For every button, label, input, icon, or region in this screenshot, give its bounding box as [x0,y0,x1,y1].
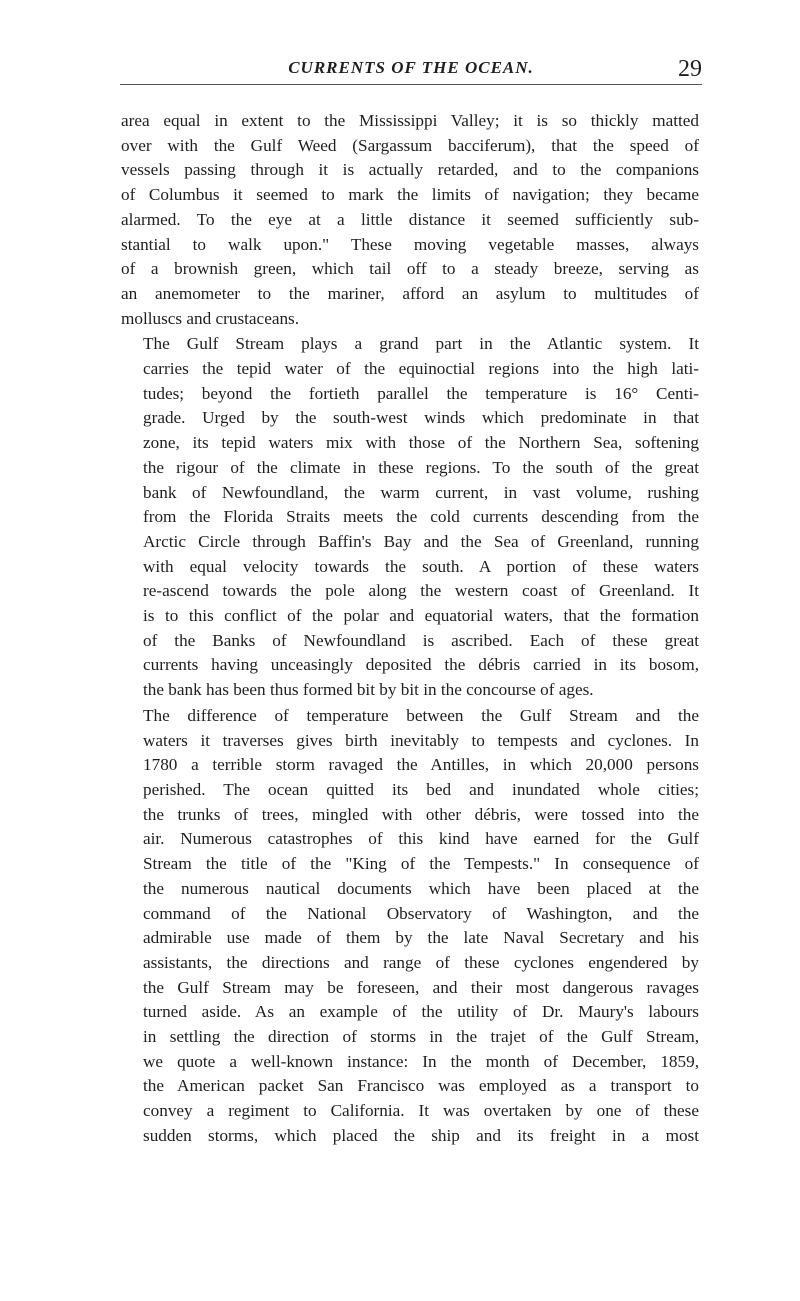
text-line: the bank has been thus formed bit by bit in the concourse of ages. [143,680,594,700]
text-line: in settling the direction of storms in the trajet of the Gulf Stream, [143,1027,699,1047]
text-line: the numerous nautical documents which have been placed at the [143,878,699,898]
text-line: Arctic Circle through Baffin's Bay and the Sea of Greenland, running [143,531,699,551]
text-line: of Columbus it seemed to mark the limits of navigation; they became [121,185,699,205]
text-line: alarmed. To the eye at a little distance it seemed sufficiently sub- [121,209,699,229]
text-line: the trunks of trees, mingled with other débris, were tossed into the [143,804,699,824]
text-line: vessels passing through it is actually retarded, and to the companions [121,160,699,180]
text-line: zone, its tepid waters mix with those of the Northern Sea, softening [143,433,699,453]
text-line: air. Numerous catastrophes of this kind have earned for the Gulf [143,829,699,849]
text-line: of the Banks of Newfoundland is ascribed. Each of these great [143,630,699,650]
text-line: carries the tepid water of the equinoctial regions into the high lati- [143,359,699,379]
paragraph [121,704,699,1149]
text-line: turned aside. As an example of the utility of Dr. Maury's labours [143,1002,699,1022]
text-line: waters it traverses gives birth inevitably to tempests and cyclones. In [143,730,699,750]
text-line: admirable use made of them by the late Naval Secretary and his [143,928,699,948]
text-line: molluscs and crustaceans. [121,308,300,328]
text-line: grade. Urged by the south-west winds which predominate in that [143,408,699,428]
body-text [121,109,699,1149]
text-line: we quote a well-known instance: In the month of December, 1859, [143,1051,699,1071]
text-line: currents having unceasingly deposited the débris carried in its bosom, [143,655,699,675]
paragraph [121,332,699,703]
text-line: The Gulf Stream plays a grand part in the Atlantic system. It [143,334,699,354]
text-line: Stream the title of the "King of the Tempests." In consequence of [143,854,699,874]
text-line: stantial to walk upon." These moving vegetable masses, always [121,234,699,254]
text-line: of a brownish green, which tail off to a steady breeze, serving as [121,259,699,279]
text-line: 1780 a terrible storm ravaged the Antilles, in which 20,000 persons [143,755,699,775]
text-line: the rigour of the climate in these regions. To the south of the great [143,457,699,477]
text-line: the Gulf Stream may be foreseen, and their most dangerous ravages [143,977,699,997]
header-rule [120,84,702,85]
text-line: is to this conflict of the polar and equatorial waters, that the formation [143,606,699,626]
text-line: with equal velocity towards the south. A portion of these waters [143,556,699,576]
page-number: 29 [678,56,702,82]
text-line: the American packet San Francisco was employed as a transport to [143,1076,699,1096]
text-line: command of the National Observatory of Washington, and the [143,903,699,923]
text-line: tudes; beyond the fortieth parallel the temperature is 16° Centi- [143,383,699,403]
text-line: perished. The ocean quitted its bed and inundated whole cities; [143,779,699,799]
text-line: The difference of temperature between the Gulf Stream and the [143,705,699,725]
text-line: convey a regiment to California. It was overtaken by one of these [143,1101,699,1121]
text-line: from the Florida Straits meets the cold currents descending from the [143,507,699,527]
text-line: bank of Newfoundland, the warm current, in vast volume, rushing [143,482,699,502]
running-title: CURRENTS OF THE OCEAN. [288,58,534,77]
text-line: sudden storms, which placed the ship and its freight in a most [143,1125,699,1145]
text-line: an anemometer to the mariner, afford an asylum to multitudes of [121,283,699,303]
text-line: re-ascend towards the pole along the western coast of Greenland. It [143,581,699,601]
text-line: over with the Gulf Weed (Sargassum bacciferum), that the speed of [121,135,699,155]
text-line: area equal in extent to the Mississippi Valley; it is so thickly matted [121,111,699,130]
text-line: assistants, the directions and range of these cyclones engendered by [143,952,699,972]
paragraph [121,109,699,331]
